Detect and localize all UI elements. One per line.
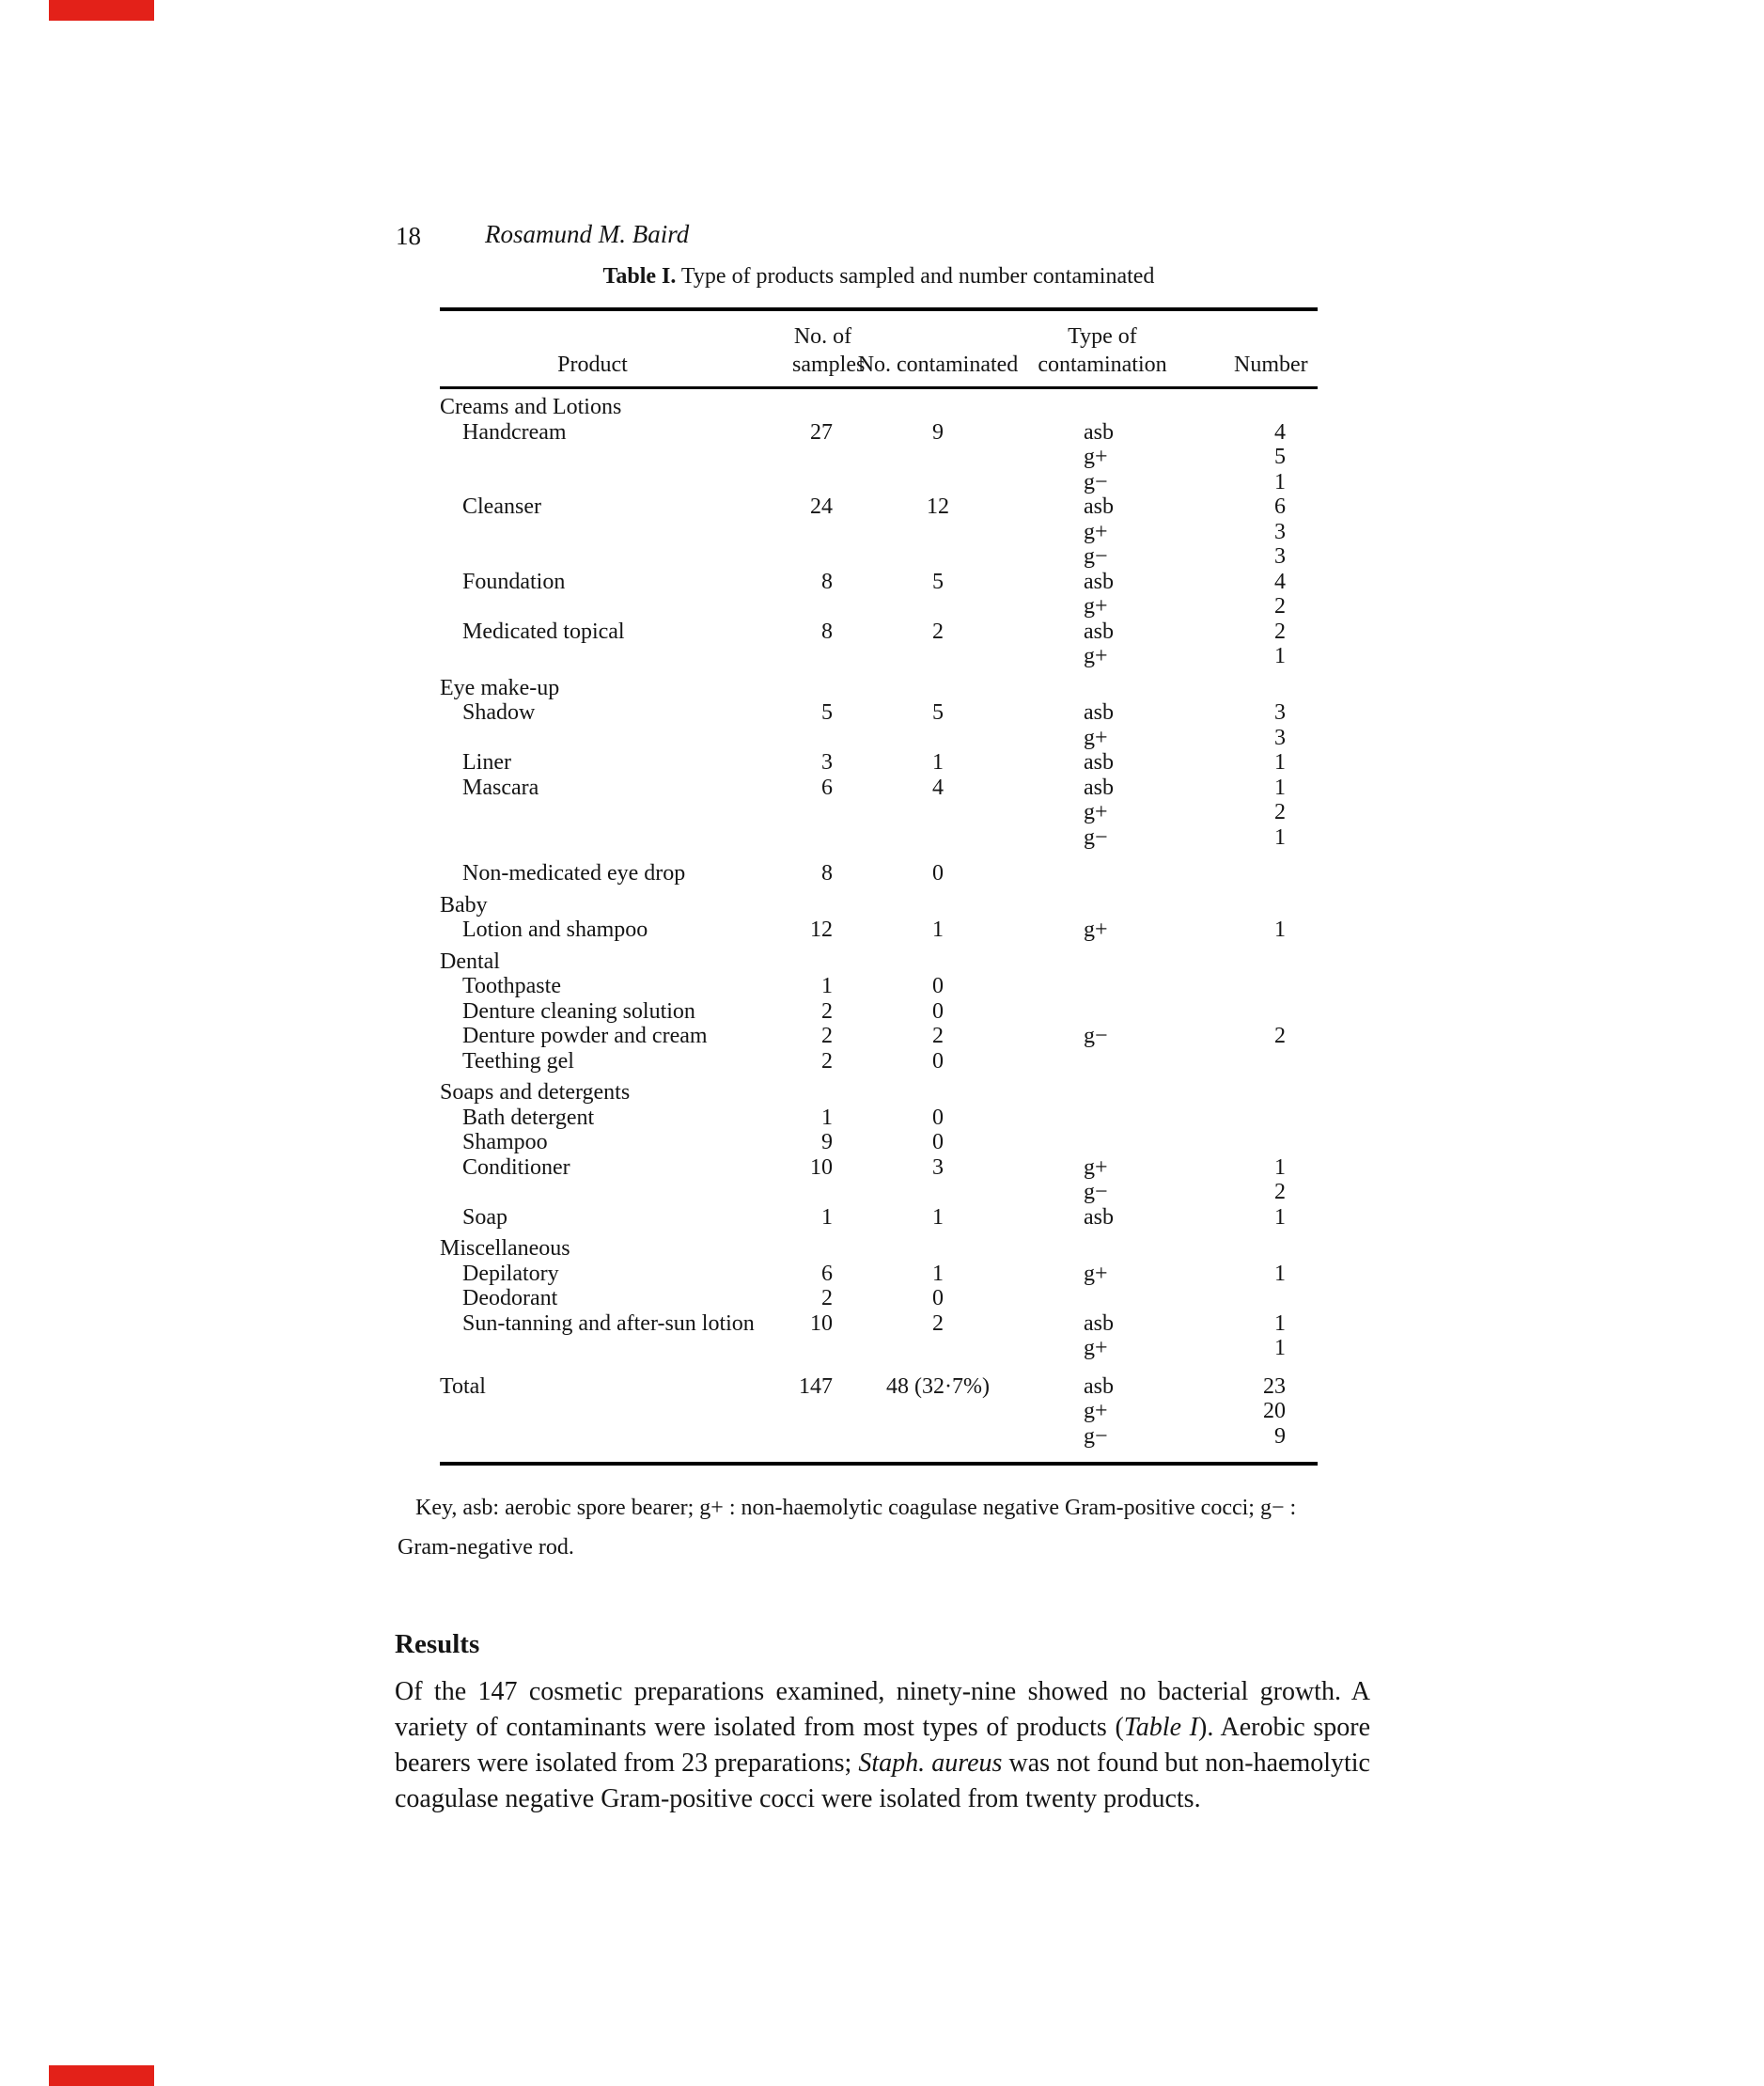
product-cell: Foundation: [462, 569, 566, 594]
product-cell: Denture cleaning solution: [462, 998, 695, 1024]
number-cell: 1: [1274, 644, 1286, 668]
samples-cell: [792, 1180, 853, 1205]
number-cell: 1: [1274, 750, 1286, 775]
contaminated-cell: 0: [932, 1286, 944, 1310]
number-cell: [1182, 1236, 1286, 1262]
product-cell: Depilatory: [462, 1261, 559, 1286]
samples-cell: 27: [810, 419, 833, 445]
number-cell: 1: [1274, 1154, 1286, 1180]
samples-cell: [792, 1336, 853, 1361]
samples-cell: 147: [799, 1373, 833, 1399]
number-cell: 1: [1274, 1204, 1286, 1230]
number-cell: [1182, 1080, 1286, 1106]
table-row: [440, 1399, 1318, 1424]
type-cell: asb: [1084, 419, 1114, 445]
type-cell: g+: [1084, 725, 1108, 750]
samples-cell: 2: [821, 1048, 833, 1074]
contaminated-cell: [853, 800, 1022, 825]
product-cell: [440, 520, 792, 545]
product-cell: Mascara: [462, 775, 539, 800]
number-cell: 2: [1274, 619, 1286, 644]
samples-cell: [792, 445, 853, 470]
table-row: [440, 800, 1318, 825]
product-cell: Soap: [462, 1204, 507, 1230]
product-cell: Total: [440, 1373, 486, 1399]
table-row: [440, 1106, 1318, 1131]
table-row: [440, 776, 1318, 801]
type-cell: g+: [1084, 1154, 1108, 1180]
table-row: [440, 445, 1318, 470]
number-cell: 2: [1274, 1180, 1286, 1204]
product-cell: Soaps and detergents: [440, 1080, 631, 1105]
type-cell: [1022, 1130, 1182, 1155]
type-cell: g+: [1084, 1336, 1108, 1360]
contaminated-cell: 1: [932, 750, 944, 775]
product-cell: Miscellaneous: [440, 1236, 570, 1261]
samples-cell: 10: [810, 1154, 833, 1180]
samples-cell: [792, 949, 853, 975]
table-row: [440, 1205, 1318, 1231]
number-cell: [1182, 949, 1286, 975]
product-cell: Handcream: [462, 419, 567, 445]
type-cell: g−: [1084, 469, 1108, 494]
type-cell: g+: [1084, 445, 1108, 469]
contaminated-cell: 12: [927, 494, 949, 519]
contaminated-cell: 2: [932, 619, 944, 644]
samples-cell: 5: [821, 700, 833, 725]
contaminated-cell: [853, 470, 1022, 495]
table-row: [440, 825, 1318, 851]
table-row: [440, 1130, 1318, 1155]
contaminated-cell: [853, 544, 1022, 570]
product-cell: Cleanser: [462, 494, 541, 519]
table-row: [440, 1424, 1318, 1450]
table-row: [440, 1236, 1318, 1262]
contaminated-cell: [853, 1399, 1022, 1424]
table-row: [440, 420, 1318, 446]
contamination-table: [440, 307, 1318, 1466]
contaminated-cell: [853, 1336, 1022, 1361]
product-cell: Conditioner: [462, 1154, 570, 1180]
table-row: [440, 395, 1318, 420]
contaminated-cell: 0: [932, 998, 944, 1024]
samples-cell: 1: [821, 1204, 833, 1230]
product-cell: Bath detergent: [462, 1105, 595, 1130]
samples-cell: 8: [821, 619, 833, 644]
product-cell: Lotion and shampoo: [462, 918, 648, 942]
table-key: [398, 1488, 1380, 1567]
contaminated-cell: 4: [932, 775, 944, 800]
product-cell: Non-medicated eye drop: [462, 861, 686, 886]
product-cell: [440, 726, 792, 751]
product-cell: Toothpaste: [462, 974, 561, 998]
number-cell: 23: [1263, 1373, 1286, 1399]
contaminated-cell: [853, 1180, 1022, 1205]
type-cell: g+: [1084, 800, 1108, 824]
table-row: [440, 620, 1318, 645]
number-cell: 1: [1274, 824, 1286, 850]
contaminated-cell: 0: [932, 1048, 944, 1074]
product-cell: [440, 800, 792, 825]
contaminated-cell: 0: [932, 974, 944, 998]
table-row: [440, 594, 1318, 620]
table-row: [440, 974, 1318, 999]
table-key-line2: Gram-negative rod.: [398, 1535, 574, 1560]
number-cell: 2: [1274, 1024, 1286, 1048]
product-cell: [440, 1424, 792, 1450]
table-key-line1: Key, asb: aerobic spore bearer; g+ : non-haemolytic coagulase negative Gram-positive cocci; g− :: [415, 1496, 1297, 1520]
type-cell: asb: [1084, 1373, 1114, 1399]
contaminated-cell: 1: [932, 1204, 944, 1230]
type-cell: asb: [1084, 700, 1114, 725]
product-cell: Shampoo: [462, 1130, 548, 1154]
product-cell: [440, 544, 792, 570]
samples-cell: [792, 1236, 853, 1262]
samples-cell: 6: [821, 1261, 833, 1286]
number-cell: 1: [1274, 775, 1286, 800]
table-row: [440, 1155, 1318, 1181]
number-cell: 9: [1274, 1423, 1286, 1449]
number-cell: 1: [1274, 1336, 1286, 1360]
product-cell: Creams and Lotions: [440, 395, 622, 419]
number-cell: 6: [1274, 494, 1286, 519]
table-caption: Table I. Type of products sampled and number contaminated: [602, 264, 1155, 289]
samples-cell: [792, 800, 853, 825]
contaminated-cell: 2: [932, 1024, 944, 1048]
number-cell: 3: [1274, 725, 1286, 750]
table-row: [440, 1336, 1318, 1361]
table-body: [440, 389, 1318, 1449]
contaminated-cell: 2: [932, 1310, 944, 1336]
samples-cell: 2: [821, 998, 833, 1024]
table-row: [440, 520, 1318, 545]
column-header-product: Product: [557, 353, 628, 377]
table-row: [440, 1374, 1318, 1400]
table-row: [440, 893, 1318, 918]
product-cell: [440, 825, 792, 851]
contaminated-cell: [853, 1424, 1022, 1450]
samples-cell: 10: [810, 1310, 833, 1336]
samples-cell: [792, 594, 853, 620]
contaminated-cell: 0: [932, 1105, 944, 1130]
number-cell: [1182, 893, 1286, 918]
table-header-row: [440, 311, 1318, 386]
number-cell: 20: [1263, 1399, 1286, 1423]
product-cell: Teething gel: [462, 1048, 574, 1074]
type-cell: asb: [1084, 1204, 1114, 1230]
type-cell: [1022, 861, 1182, 886]
table-row: [440, 494, 1318, 520]
contaminated-cell: 5: [932, 700, 944, 725]
contaminated-cell: 3: [932, 1154, 944, 1180]
type-cell: asb: [1084, 569, 1114, 594]
table-row: [440, 1311, 1318, 1337]
number-cell: [1182, 676, 1286, 701]
column-header-samples: No. of samples: [792, 324, 866, 377]
samples-cell: [792, 1399, 853, 1424]
samples-cell: 8: [821, 861, 833, 886]
contaminated-cell: 1: [932, 918, 944, 942]
number-cell: 4: [1274, 419, 1286, 445]
type-cell: [1022, 676, 1182, 701]
product-cell: Eye make-up: [440, 675, 560, 700]
table-row: [440, 1180, 1318, 1205]
samples-cell: 6: [821, 775, 833, 800]
number-cell: 1: [1274, 918, 1286, 942]
type-cell: g+: [1084, 918, 1108, 942]
product-cell: [440, 445, 792, 470]
type-cell: [1022, 1080, 1182, 1106]
contaminated-cell: 48 (32·7%): [886, 1373, 990, 1399]
results-heading: Results: [395, 1629, 480, 1659]
table-row: [440, 750, 1318, 776]
table-row: [440, 1286, 1318, 1311]
product-cell: Liner: [462, 750, 511, 775]
results-paragraph: Of the 147 cosmetic preparations examined, ninety-nine showed no bacterial growth. A variety of contaminants were isolated from most types of products (Table I). Aerobic spore bearers were isolated from 23 preparations; Staph. aureus was not found but non-haemolytic coagulase negative Gram-positive cocci were isolated from twenty products.: [395, 1677, 1370, 1813]
number-cell: 1: [1274, 1310, 1286, 1336]
table-row: [440, 1262, 1318, 1287]
column-header-contaminated: No. contaminated: [857, 353, 1019, 377]
type-cell: asb: [1084, 1310, 1114, 1336]
product-cell: Deodorant: [462, 1286, 558, 1310]
table-row: [440, 470, 1318, 495]
samples-cell: [792, 470, 853, 495]
type-cell: asb: [1084, 494, 1114, 519]
samples-cell: [792, 520, 853, 545]
samples-cell: 1: [821, 1105, 833, 1130]
contaminated-cell: 1: [932, 1261, 944, 1286]
type-cell: [1022, 1236, 1182, 1262]
contaminated-cell: 9: [932, 419, 944, 445]
number-cell: [1182, 1286, 1286, 1311]
samples-cell: 9: [821, 1130, 833, 1154]
type-cell: g−: [1084, 1024, 1108, 1048]
table-row: [440, 1080, 1318, 1106]
page-number: 18: [396, 222, 421, 250]
type-cell: g−: [1084, 1423, 1108, 1449]
contaminated-cell: [853, 1236, 1022, 1262]
number-cell: 4: [1274, 569, 1286, 594]
table-row: [440, 1049, 1318, 1074]
product-cell: Sun-tanning and after-sun lotion: [462, 1310, 755, 1336]
product-cell: [440, 1180, 792, 1205]
samples-cell: 24: [810, 494, 833, 519]
product-cell: Denture powder and cream: [462, 1024, 708, 1048]
contaminated-cell: 0: [932, 861, 944, 886]
table-row: [440, 861, 1318, 886]
samples-cell: 8: [821, 569, 833, 594]
type-cell: [1022, 1106, 1182, 1131]
type-cell: g+: [1084, 519, 1108, 544]
type-cell: asb: [1084, 775, 1114, 800]
type-cell: [1022, 1286, 1182, 1311]
product-cell: [440, 644, 792, 669]
table-row: [440, 676, 1318, 701]
running-author: Rosamund M. Baird: [485, 220, 690, 248]
number-cell: 1: [1274, 1261, 1286, 1286]
samples-cell: 12: [810, 918, 833, 942]
number-cell: 3: [1274, 544, 1286, 569]
samples-cell: [792, 825, 853, 851]
column-header-type: Type of contamination: [1038, 324, 1167, 377]
type-cell: [1022, 893, 1182, 918]
type-cell: g+: [1084, 644, 1108, 668]
red-edge-mark-top: [49, 0, 154, 21]
contaminated-cell: 0: [932, 1130, 944, 1154]
samples-cell: [792, 676, 853, 701]
contaminated-cell: [853, 676, 1022, 701]
table-row: [440, 918, 1318, 943]
samples-cell: [792, 395, 853, 420]
table-row: [440, 644, 1318, 669]
contaminated-cell: [853, 395, 1022, 420]
samples-cell: [792, 1424, 853, 1450]
number-cell: 5: [1274, 445, 1286, 469]
samples-cell: 2: [821, 1286, 833, 1310]
number-cell: [1182, 861, 1286, 886]
number-cell: 2: [1274, 594, 1286, 619]
product-cell: [440, 1336, 792, 1361]
table-row: [440, 949, 1318, 975]
table-row: [440, 1024, 1318, 1049]
type-cell: [1022, 949, 1182, 975]
samples-cell: 1: [821, 974, 833, 998]
red-edge-mark-bottom: [49, 2065, 154, 2086]
product-cell: Medicated topical: [462, 619, 625, 644]
contaminated-cell: [853, 520, 1022, 545]
table-row: [440, 999, 1318, 1025]
table-bottom-rule: [440, 1462, 1318, 1466]
table-row: [440, 700, 1318, 726]
contaminated-cell: [853, 825, 1022, 851]
type-cell: g−: [1084, 1180, 1108, 1204]
samples-cell: [792, 644, 853, 669]
contaminated-cell: [853, 594, 1022, 620]
type-cell: [1022, 974, 1182, 999]
contaminated-cell: [853, 445, 1022, 470]
column-header-number: Number: [1234, 353, 1308, 377]
type-cell: [1022, 395, 1182, 420]
number-cell: [1182, 999, 1286, 1025]
number-cell: 2: [1274, 800, 1286, 824]
contaminated-cell: [853, 644, 1022, 669]
samples-cell: 2: [821, 1024, 833, 1048]
samples-cell: [792, 893, 853, 918]
type-cell: g+: [1084, 1399, 1108, 1423]
product-cell: [440, 470, 792, 495]
type-cell: [1022, 999, 1182, 1025]
table-row: [440, 726, 1318, 751]
number-cell: [1182, 1130, 1286, 1155]
contaminated-cell: [853, 1080, 1022, 1106]
number-cell: 3: [1274, 700, 1286, 725]
type-cell: g+: [1084, 594, 1108, 619]
samples-cell: [792, 1080, 853, 1106]
samples-cell: 3: [821, 750, 833, 775]
product-cell: [440, 1399, 792, 1424]
number-cell: 3: [1274, 519, 1286, 544]
contaminated-cell: [853, 893, 1022, 918]
table-row: [440, 570, 1318, 595]
number-cell: [1182, 1106, 1286, 1131]
type-cell: g−: [1084, 544, 1108, 569]
contaminated-cell: 5: [932, 569, 944, 594]
number-cell: [1182, 974, 1286, 999]
product-cell: [440, 594, 792, 620]
type-cell: asb: [1084, 619, 1114, 644]
samples-cell: [792, 726, 853, 751]
product-cell: Dental: [440, 949, 500, 974]
table-row: [440, 544, 1318, 570]
number-cell: [1182, 395, 1286, 420]
samples-cell: [792, 544, 853, 570]
product-cell: Baby: [440, 892, 488, 918]
contaminated-cell: [853, 949, 1022, 975]
type-cell: asb: [1084, 750, 1114, 775]
type-cell: [1022, 1049, 1182, 1074]
number-cell: [1182, 1049, 1286, 1074]
product-cell: Shadow: [462, 700, 536, 725]
number-cell: 1: [1274, 469, 1286, 494]
contaminated-cell: [853, 726, 1022, 751]
type-cell: g+: [1084, 1261, 1108, 1286]
type-cell: g−: [1084, 824, 1108, 850]
